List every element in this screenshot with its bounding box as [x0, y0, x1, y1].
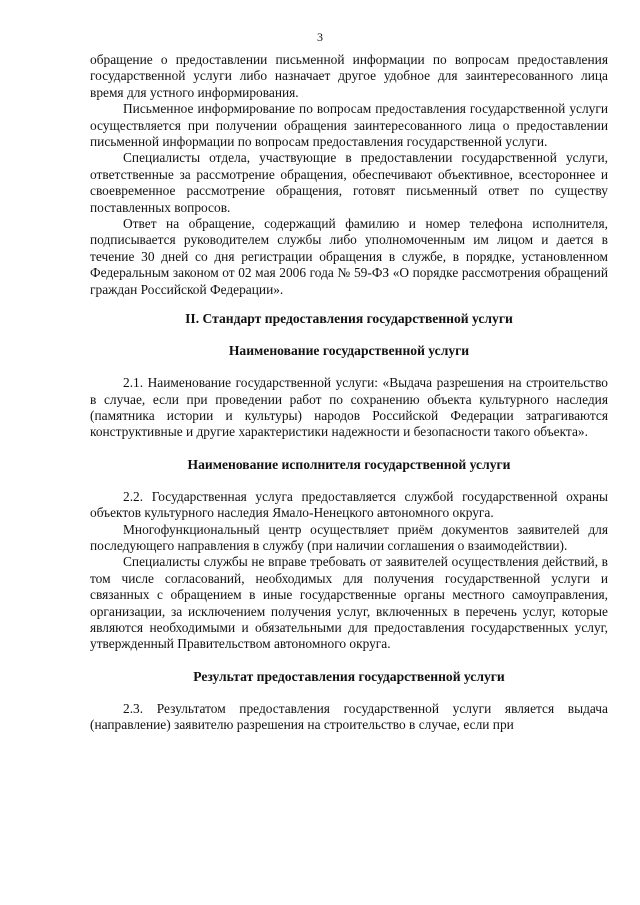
document-body — [90, 52, 608, 734]
paragraph-2-2: 2.2. Государственная услуга предоставляется службой государственной охраны объектов культурного наследия Ямало-Ненецкого автономного округа. — [90, 488, 608, 521]
page-number: 3 — [317, 30, 323, 44]
paragraph-written-info: Письменное информирование по вопросам предоставления государственной услуги осуществляется при получении обращения заинтересованного лица о предоставлении письменной информации по вопросам предоставления государственной услуги. — [90, 101, 608, 150]
paragraph-continuation: обращение о предоставлении письменной информации по вопросам предоставления государственной услуги либо назначает другое удобное для заинтересованного лица время для устного информирования. — [90, 52, 608, 100]
paragraph-2-3: 2.3. Результатом предоставления государственной услуги является выдача (направление) заявителю разрешения на строительство в случае, если при — [90, 700, 608, 733]
paragraph-response: Ответ на обращение, содержащий фамилию и номер телефона исполнителя, подписывается руководителем службы либо уполномоченным им лицом и дается в течение 30 дней со дня регистрации обращения в службе, в порядке, установленном Федеральным законом от 02 мая 2006 года № 59-ФЗ «О порядке рассмотрения обращений граждан Российской Федерации». — [90, 216, 608, 297]
paragraph-2-1: 2.1. Наименование государственной услуги: «Выдача разрешения на строительство в случае, если при проведении работ по сохранению объекта культурного наследия (памятника истории и культуры) народов Российской Федерации затрагиваются конструктивные и другие характеристики надежности и безопасности такого объекта». — [90, 375, 608, 440]
paragraph-restrictions: Специалисты службы не вправе требовать от заявителей осуществления действий, в том числе согласований, необходимых для получения государственной услуги и связанных с обращением в иные государственные органы местного самоуправления, организации, за исключением получения услуг, включенных в перечень услуг, которые являются необходимыми и обязательными для предоставления государственных услуг, утвержденный Правительством автономного округа. — [90, 554, 608, 652]
subheading-service-name: Наименование государственной услуги — [228, 343, 470, 359]
section-heading: II. Стандарт предоставления государственной услуги — [185, 311, 513, 327]
subheading-result: Результат предоставления государственной услуги — [193, 668, 505, 684]
paragraph-mfc: Многофункциональный центр осуществляет приём документов заявителей для последующего направления в службу (при наличии соглашения о взаимодействии). — [90, 521, 608, 553]
paragraph-specialists: Специалисты отдела, участвующие в предоставлении государственной услуги, ответственные за рассмотрение обращения, обеспечивают объективное, всестороннее и своевременное рассмотрение обращения, готовят письменный ответ по существу поставленных вопросов. — [90, 150, 608, 215]
subheading-executor-name: Наименование исполнителя государственной услуги — [187, 456, 511, 472]
